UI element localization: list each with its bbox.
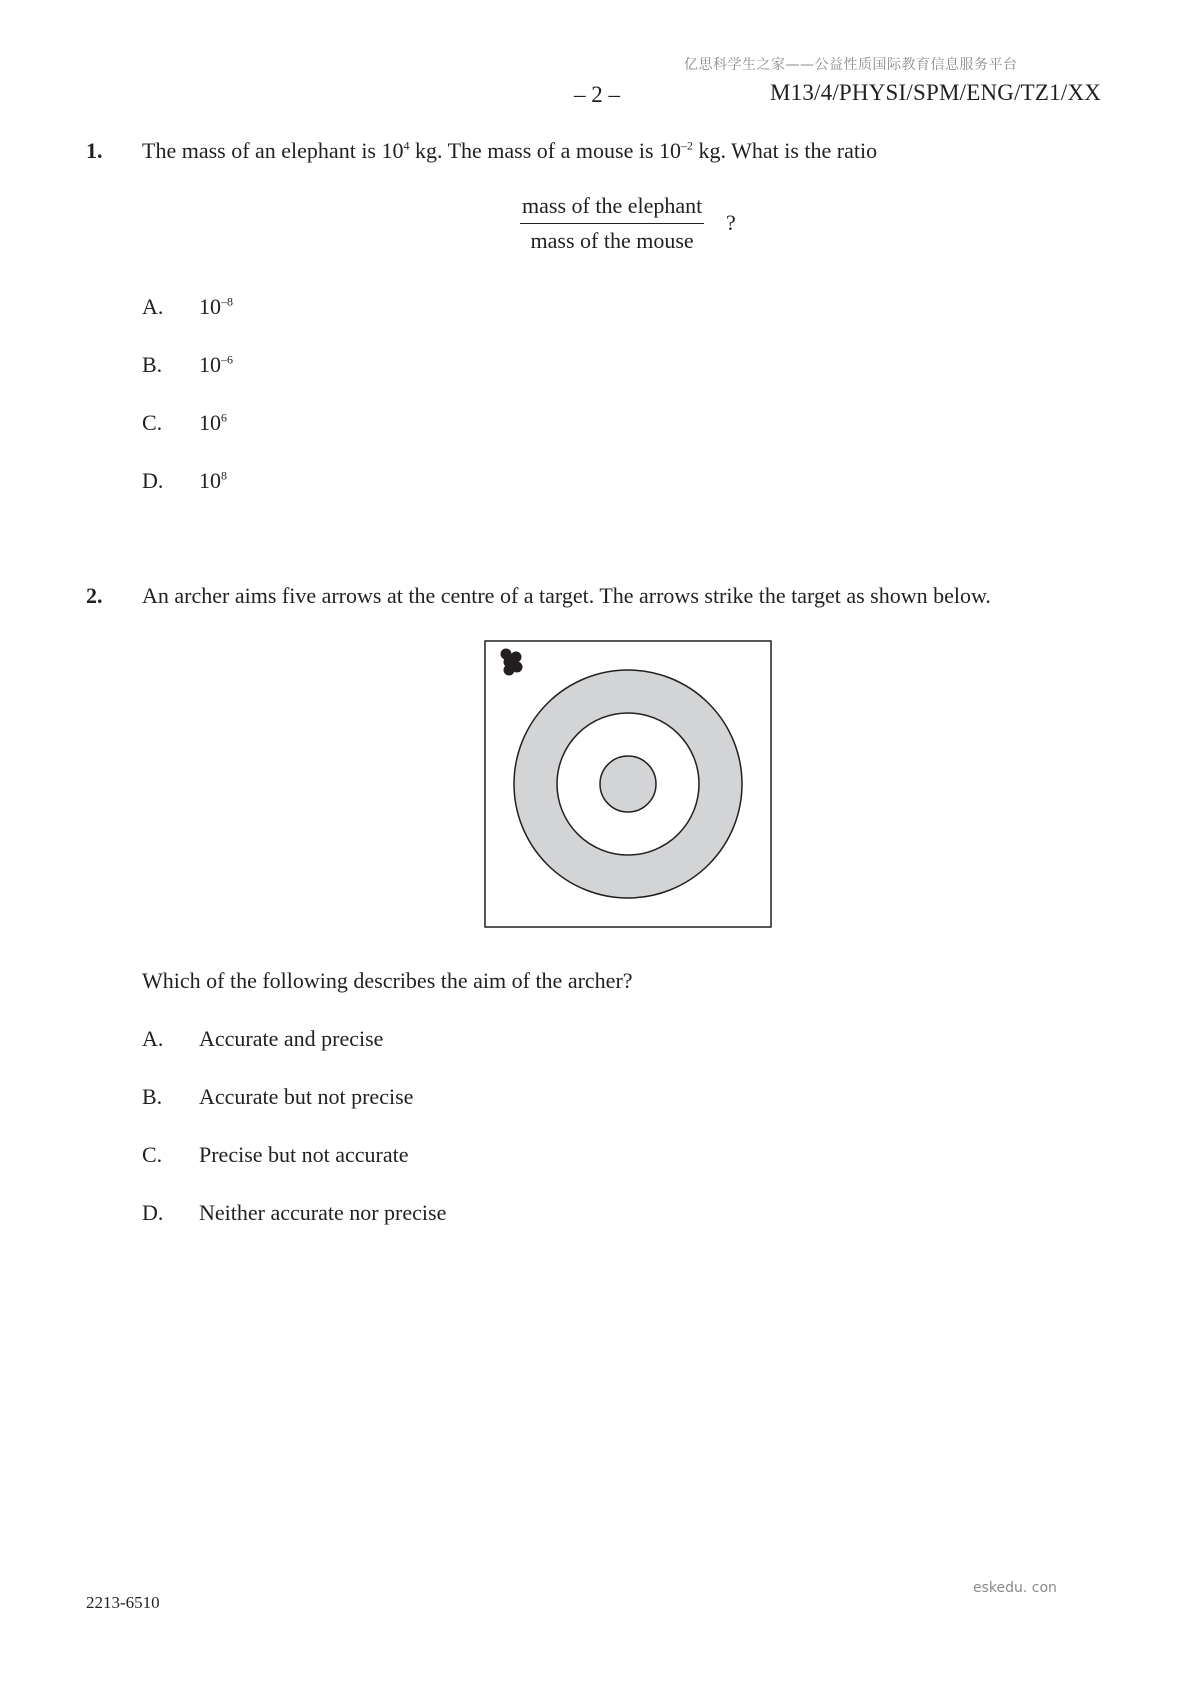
q1-text-part-a: The mass of an elephant is 10 xyxy=(142,138,404,163)
question-1-text xyxy=(142,138,877,164)
q1-option-a-base: 10 xyxy=(199,294,221,319)
fraction-denominator: mass of the mouse xyxy=(530,228,694,253)
target-bullseye xyxy=(600,756,656,812)
question-2-prompt: Which of the following describes the aim of the archer? xyxy=(142,968,633,993)
q1-option-c-base: 10 xyxy=(199,410,221,435)
q1-exponent-a: 4 xyxy=(403,138,410,153)
q2-option-d: Neither accurate nor precise xyxy=(199,1200,447,1225)
q1-option-a xyxy=(199,294,233,320)
q1-option-b-letter: B. xyxy=(142,352,163,377)
q1-text-part-c: kg. What is the ratio xyxy=(693,138,878,163)
q1-exponent-b: –2 xyxy=(681,138,694,153)
question-2-text: An archer aims five arrows at the centre of a target. The arrows strike the target as shown below. xyxy=(142,583,991,608)
archery-target-diagram xyxy=(484,640,774,930)
q1-option-c-exp: 6 xyxy=(221,410,227,425)
q1-option-a-letter: A. xyxy=(142,294,164,319)
q1-option-b xyxy=(199,352,233,378)
exam-code: M13/4/PHYSI/SPM/ENG/TZ1/XX xyxy=(770,80,1102,105)
footer-paper-code: 2213-6510 xyxy=(86,1593,160,1612)
fraction-numerator: mass of the elephant xyxy=(520,193,704,224)
q1-text-part-b: kg. The mass of a mouse is 10 xyxy=(409,138,682,163)
q2-option-d-letter: D. xyxy=(142,1200,164,1225)
q1-option-d-base: 10 xyxy=(199,468,221,493)
q1-option-d-exp: 8 xyxy=(221,468,227,483)
q1-option-b-exp: –6 xyxy=(221,352,233,367)
q1-option-d-letter: D. xyxy=(142,468,164,493)
footer-site-watermark: eskedu. con xyxy=(973,1580,1057,1596)
q2-option-b-letter: B. xyxy=(142,1084,163,1109)
q1-option-c xyxy=(199,410,227,436)
q2-option-c-letter: C. xyxy=(142,1142,163,1167)
fraction-question-mark: ? xyxy=(726,210,736,235)
watermark-text: 亿思科学生之家——公益性质国际教育信息服务平台 xyxy=(684,57,1018,73)
ratio-fraction xyxy=(520,193,704,254)
q1-option-d xyxy=(199,468,227,494)
page-number: – 2 – xyxy=(574,82,620,107)
q2-option-a-letter: A. xyxy=(142,1026,164,1051)
arrow-hit xyxy=(504,665,515,676)
q2-option-a: Accurate and precise xyxy=(199,1026,384,1051)
question-2-number: 2. xyxy=(86,583,103,608)
q2-option-c: Precise but not accurate xyxy=(199,1142,409,1167)
q1-option-a-exp: –8 xyxy=(221,294,233,309)
q1-option-c-letter: C. xyxy=(142,410,163,435)
q1-option-b-base: 10 xyxy=(199,352,221,377)
q2-option-b: Accurate but not precise xyxy=(199,1084,414,1109)
question-1-number: 1. xyxy=(86,138,103,163)
